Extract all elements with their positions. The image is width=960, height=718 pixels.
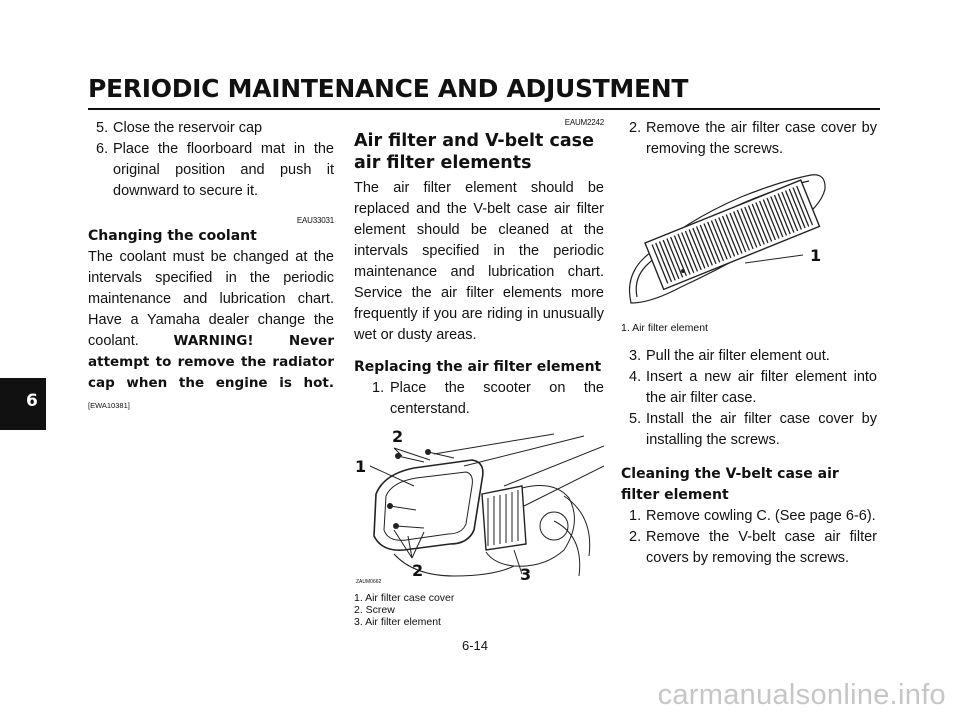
step-text: Remove the air filter case cover by removing the screws. xyxy=(646,120,877,157)
step-text: Place the floorboard mat in the original position and push it downward to secure it. xyxy=(113,141,334,199)
callout-1: 1 xyxy=(810,246,822,265)
section-code: EAUM2242 xyxy=(564,118,604,127)
step-text: Place the scooter on the centerstand. xyxy=(390,380,604,417)
replacing-heading: Replacing the air filter element xyxy=(354,359,602,375)
step-1-remove-cowling xyxy=(621,506,877,527)
chapter-tab xyxy=(0,378,46,430)
callout-2-bottom: 2 xyxy=(412,561,424,580)
replacing-steps xyxy=(621,346,877,451)
air-filter-paragraph: The air filter element should be replaced and the V-belt case air filter element should be cleaned at the intervals specified in the periodic maintenance and lubrication chart. Service the air filter elements more frequently if you are riding in unusually wet or dusty areas. xyxy=(354,180,604,343)
column-3 xyxy=(621,118,877,569)
air-filter-element-illustration xyxy=(621,167,877,317)
callout-1: 1 xyxy=(355,457,367,476)
figure-air-filter-element xyxy=(621,167,877,317)
step-1-centerstand xyxy=(354,378,604,420)
figure-caption: 1. Air filter element xyxy=(621,322,708,334)
step-2-remove-covers xyxy=(621,527,877,569)
coolant-text: The coolant must be changed at the intervals specified in the periodic maintenance and lubrication chart. Have a Yamaha dealer change the coolant. xyxy=(88,249,334,349)
warning-text: WARNING! Never attempt to remove the radiator cap when the engine is hot. xyxy=(88,333,334,391)
step-3-pull-out xyxy=(621,346,877,367)
section-code: EAU33031 xyxy=(296,216,334,225)
step-number: 2. xyxy=(629,120,642,136)
caption-2: 2. Screw xyxy=(354,604,395,616)
page-number: 6-14 xyxy=(462,638,489,653)
step-number: 4. xyxy=(629,369,642,385)
step-number: 1. xyxy=(372,380,385,396)
chapter-tab-number: 6 xyxy=(26,391,38,411)
step-number: 2. xyxy=(629,529,642,545)
caption-1: 1. Air filter case cover xyxy=(354,592,455,604)
step-2-remove-cover xyxy=(621,118,877,160)
step-6-floorboard xyxy=(88,139,334,202)
cleaning-heading: Cleaning the V-belt case air filter element xyxy=(621,466,839,503)
step-number: 1. xyxy=(629,508,642,524)
callout-3: 3 xyxy=(520,565,532,584)
step-text: Close the reservoir cap xyxy=(113,120,263,136)
coolant-heading: Changing the coolant xyxy=(88,228,257,244)
step-text: Pull the air filter element out. xyxy=(646,348,830,364)
column-2 xyxy=(354,118,604,628)
step-text: Install the air filter case cover by installing the screws. xyxy=(646,411,877,448)
header-rule xyxy=(88,108,880,110)
step-number: 3. xyxy=(629,348,642,364)
figure-captions xyxy=(354,592,604,628)
step-number: 6. xyxy=(96,141,109,157)
step-5-close-cap xyxy=(88,118,334,139)
air-filter-heading: Air filter and V-belt case air filter elements xyxy=(354,131,594,173)
caption-3: 3. Air filter element xyxy=(354,616,441,628)
step-number: 5. xyxy=(96,120,109,136)
page-header-title: PERIODIC MAINTENANCE AND ADJUSTMENT xyxy=(88,74,689,103)
coolant-paragraph xyxy=(88,247,334,416)
column-1 xyxy=(88,118,334,416)
step-text: Insert a new air filter element into the air filter case. xyxy=(646,369,877,406)
figure-code: ZAUM0662 xyxy=(356,579,382,585)
step-5-install-cover xyxy=(621,409,877,451)
warning-ref: [EWA10381] xyxy=(88,401,130,410)
step-4-insert-new xyxy=(621,367,877,409)
step-text: Remove the V-belt case air filter covers by removing the screws. xyxy=(646,529,877,566)
step-number: 5. xyxy=(629,411,642,427)
step-text: Remove cowling C. (See page 6-6). xyxy=(646,508,876,524)
figure-air-filter-case xyxy=(354,426,604,590)
watermark: carmanualsonline.info xyxy=(657,679,946,711)
callout-2-top: 2 xyxy=(392,427,404,446)
air-filter-case-illustration xyxy=(354,426,604,590)
